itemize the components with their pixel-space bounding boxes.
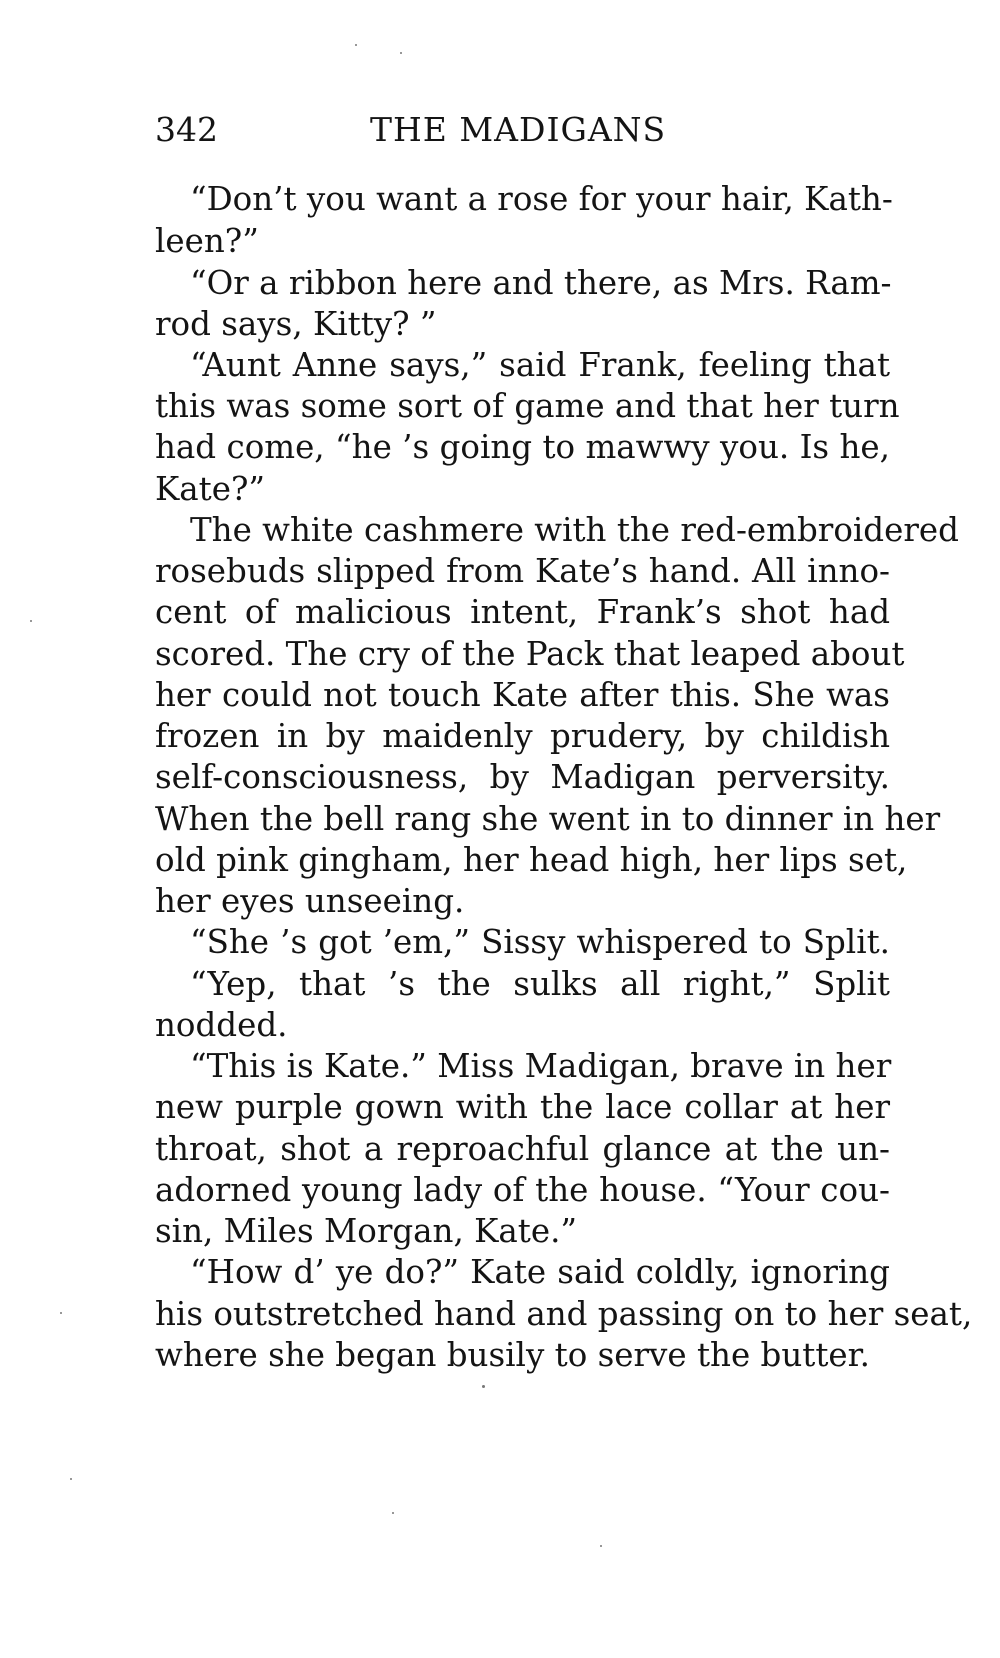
text-line: scored. The cry of the Pack that leaped about <box>155 635 905 673</box>
text-line: where she began busily to serve the butter. <box>155 1336 870 1374</box>
text-line: “How d’ ye do?” Kate said coldly, ignoring <box>190 1253 890 1291</box>
text-line: “Or a ribbon here and there, as Mrs. Ram- <box>190 264 892 302</box>
text-line: rosebuds slipped from Kate’s hand. All inno- <box>155 552 890 590</box>
text-line: The white cashmere with the red-embroidered <box>190 511 959 549</box>
text-line: had come, “he ’s going to mawwy you. Is he, <box>155 428 890 466</box>
text-line: “She ’s got ’em,” Sissy whispered to Split. <box>190 923 890 961</box>
paper-speck <box>482 1385 485 1388</box>
text-line: “Yep, that ’s the sulks all right,” Split <box>190 965 890 1003</box>
text-line: his outstretched hand and passing on to her seat, <box>155 1295 973 1333</box>
text-line: rod says, Kitty? ” <box>155 305 437 343</box>
text-line: frozen in by maidenly prudery, by childish <box>155 717 890 755</box>
text-line: When the bell rang she went in to dinner in her <box>155 800 941 838</box>
text-line: sin, Miles Morgan, Kate.” <box>155 1212 578 1250</box>
text-line: her could not touch Kate after this. She was <box>155 676 890 714</box>
paper-speck <box>392 1512 394 1514</box>
text-line: cent of malicious intent, Frank’s shot had <box>155 593 890 631</box>
text-line: this was some sort of game and that her turn <box>155 387 900 425</box>
text-line: “This is Kate.” Miss Madigan, brave in her <box>190 1047 892 1085</box>
text-line: throat, shot a reproachful glance at the un- <box>155 1130 890 1168</box>
text-line: old pink gingham, her head high, her lips set, <box>155 841 908 879</box>
text-line: leen?” <box>155 222 259 260</box>
paper-speck <box>60 1312 62 1314</box>
paper-speck <box>30 620 32 622</box>
page-number: 342 <box>155 110 218 149</box>
paper-speck <box>70 1478 72 1480</box>
paper-speck <box>355 44 357 46</box>
text-line: new purple gown with the lace collar at her <box>155 1088 890 1126</box>
paper-speck <box>400 52 402 54</box>
text-line: adorned young lady of the house. “Your cou- <box>155 1171 890 1209</box>
running-title: THE MADIGANS <box>370 110 667 149</box>
text-line: nodded. <box>155 1006 288 1044</box>
text-line: Kate?” <box>155 470 265 508</box>
text-line: self-consciousness, by Madigan perversity. <box>155 758 890 796</box>
text-line: “Don’t you want a rose for your hair, Kath- <box>190 180 893 218</box>
text-line: “Aunt Anne says,” said Frank, feeling that <box>190 346 890 384</box>
text-line: her eyes unseeing. <box>155 882 465 920</box>
paper-speck <box>600 1545 602 1547</box>
page-header <box>155 108 890 152</box>
